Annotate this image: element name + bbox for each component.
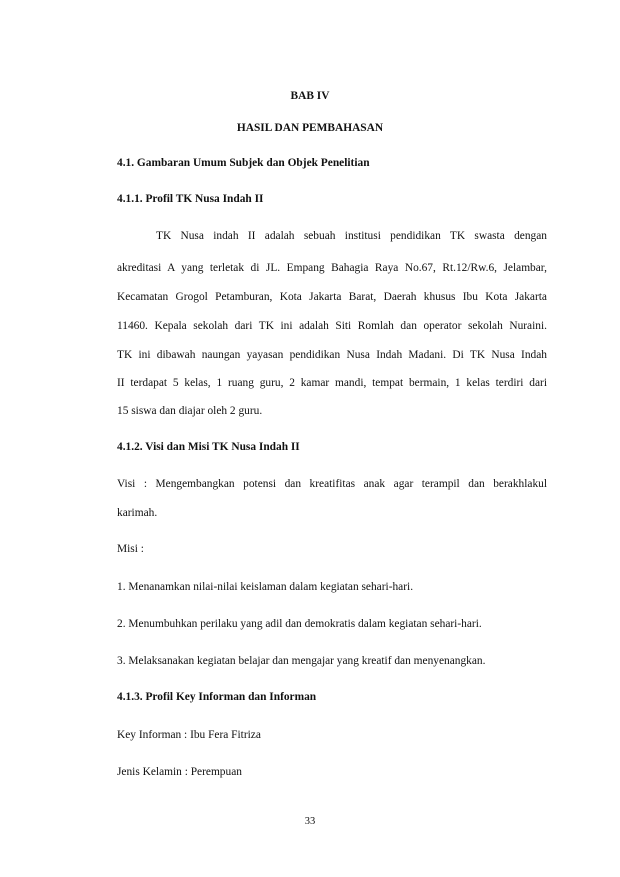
- paragraph-line: II terdapat 5 kelas, 1 ruang guru, 2 kamar mandi, tempat bermain, 1 kelas terdiri dari: [117, 377, 547, 389]
- section-heading-4-1-3: 4.1.3. Profil Key Informan dan Informan: [117, 691, 317, 703]
- page-number: 33: [304, 816, 316, 827]
- paragraph-line: 11460. Kepala sekolah dari TK ini adalah Siti Romlah dan operator sekolah Nuraini.: [117, 320, 547, 332]
- visi-line: Visi : Mengembangkan potensi dan kreatifitas anak agar terampil dan berakhlakul: [117, 478, 547, 490]
- misi-item: 1. Menanamkan nilai-nilai keislaman dalam kegiatan sehari-hari.: [117, 581, 414, 593]
- paragraph-line: TK Nusa indah II adalah sebuah institusi pendidikan TK swasta dengan: [156, 230, 547, 242]
- section-heading-4-1: 4.1. Gambaran Umum Subjek dan Objek Penelitian: [117, 157, 370, 169]
- gender-line: Jenis Kelamin : Perempuan: [117, 766, 242, 778]
- section-heading-4-1-2: 4.1.2. Visi dan Misi TK Nusa Indah II: [117, 441, 300, 453]
- visi-line: karimah.: [117, 507, 158, 519]
- misi-item: 3. Melaksanakan kegiatan belajar dan mengajar yang kreatif dan menyenangkan.: [117, 655, 486, 667]
- paragraph-line: Kecamatan Grogol Petamburan, Kota Jakarta Barat, Daerah khusus Ibu Kota Jakarta: [117, 291, 547, 303]
- misi-label: Misi :: [117, 543, 144, 555]
- key-informan-line: Key Informan : Ibu Fera Fitriza: [117, 729, 261, 741]
- chapter-heading: BAB IV: [290, 90, 330, 102]
- paragraph-line: akreditasi A yang terletak di JL. Empang Bahagia Raya No.67, Rt.12/Rw.6, Jelambar,: [117, 262, 547, 274]
- misi-item: 2. Menumbuhkan perilaku yang adil dan demokratis dalam kegiatan sehari-hari.: [117, 618, 482, 630]
- paragraph-line: TK ini dibawah naungan yayasan pendidikan Nusa Indah Madani. Di TK Nusa Indah: [117, 349, 547, 361]
- section-heading-4-1-1: 4.1.1. Profil TK Nusa Indah II: [117, 193, 264, 205]
- chapter-title: HASIL DAN PEMBAHASAN: [236, 122, 384, 134]
- paragraph-line: 15 siswa dan diajar oleh 2 guru.: [117, 405, 263, 417]
